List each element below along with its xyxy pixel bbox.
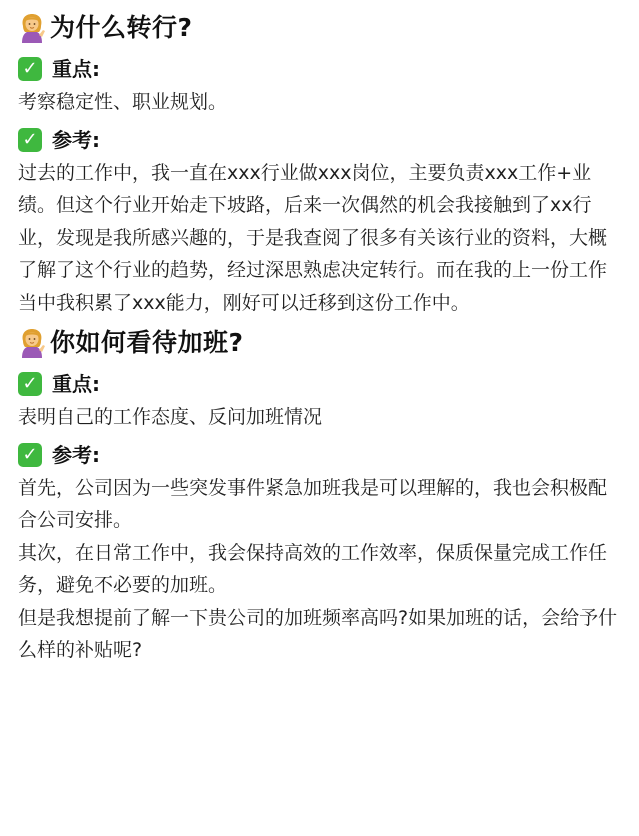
ref-label-row-1 (18, 123, 625, 157)
check-mark-button-icon: ✓ (18, 443, 42, 467)
reference-label: 参考: (52, 127, 100, 152)
qa-section-1 (18, 8, 625, 319)
qa-section-2 (18, 323, 625, 667)
reference-paragraph: 其次，在日常工作中，我会保持高效的工作效率，保质保量完成工作任务，避免不必要的加班。 (18, 541, 608, 596)
check-mark-button-icon: ✓ (18, 372, 42, 396)
check-mark-button-icon: ✓ (18, 57, 42, 81)
person-tipping-hand-icon (18, 327, 46, 359)
reference-paragraph: 首先，公司因为一些突发事件紧急加班我是可以理解的，我也会积极配合公司安排。 (18, 476, 608, 531)
focus-label-row-2 (18, 367, 625, 401)
focus-label-row-1 (18, 52, 625, 86)
focus-label: 重点: (52, 57, 100, 81)
question-heading-1 (18, 8, 625, 48)
question-title: 为什么转行? (50, 13, 193, 42)
focus-label: 重点: (52, 372, 100, 396)
person-tipping-hand-icon (18, 12, 46, 44)
reference-paragraph: 过去的工作中，我一直在xxx行业做xxx岗位，主要负责xxx工作+业绩。但这个行业开始走下坡路，后来一次偶然的机会我接触到了xx行业，发现是我所感兴趣的，于是我查阅了很多有关该行业的资料，大概了解了这个行业的趋势，经过深思熟虑决定转行。而在我的上一份工作当中我积累了xxx能力，刚好可以迁移到这份工作中。 (18, 161, 608, 314)
question-heading-2 (18, 323, 625, 363)
check-mark-button-icon: ✓ (18, 128, 42, 152)
question-title: 你如何看待加班? (50, 328, 244, 357)
ref-label-row-2 (18, 438, 625, 472)
reference-label: 参考: (52, 442, 100, 467)
focus-text: 考察稳定性、职业规划。 (18, 91, 228, 113)
focus-text: 表明自己的工作态度、反问加班情况 (18, 406, 323, 428)
reference-paragraph: 但是我想提前了解一下贵公司的加班频率高吗?如果加班的话，会给予什么样的补贴呢? (18, 606, 618, 661)
